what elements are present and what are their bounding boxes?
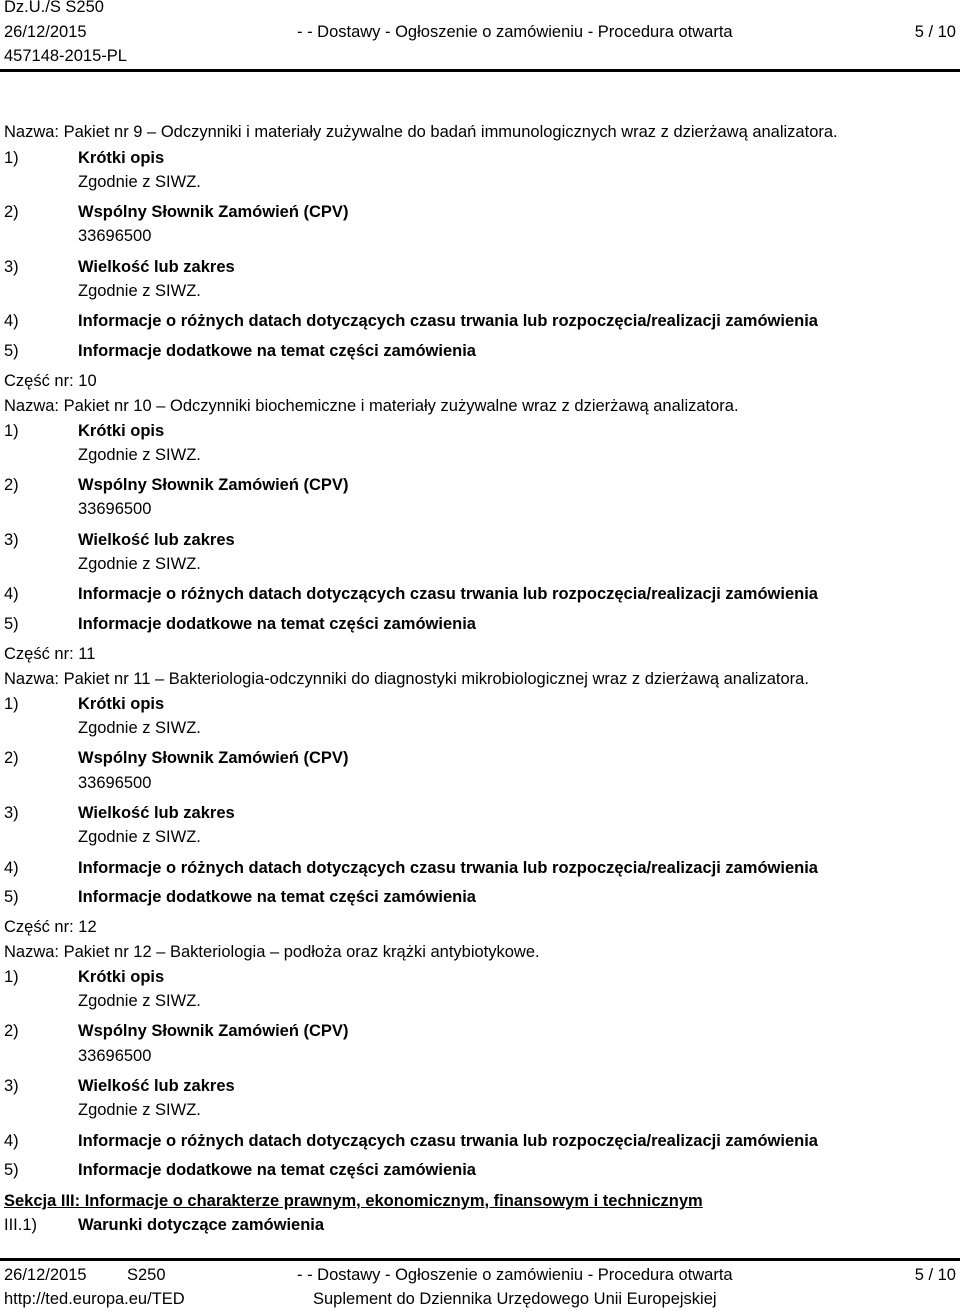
dates-heading: Informacje o różnych datach dotyczących czasu trwania lub rozpoczęcia/realizacji zamówienia [78,585,818,603]
scope-heading: Wielkość lub zakres [78,1077,235,1095]
item-number: 3) [4,531,19,549]
footer-series: S250 [127,1266,166,1284]
cpv-heading: Wspólny Słownik Zamówień (CPV) [78,1022,349,1040]
item-number: 5) [4,615,19,633]
header-date: 26/12/2015 [4,23,87,41]
short-description-value: Zgodnie z SIWZ. [78,446,201,464]
lot-name: Nazwa: Pakiet nr 11 – Bakteriologia-odczynniki do diagnostyki mikrobiologicznej wraz z dzierżawą analizatora. [4,670,809,688]
header-page-number: 5 / 10 [914,23,956,41]
short-description-heading: Krótki opis [78,422,165,440]
additional-info-heading: Informacje dodatkowe na temat części zamówienia [78,1161,476,1179]
item-number: 1) [4,422,19,440]
item-number: 1) [4,695,19,713]
lot-name: Nazwa: Pakiet nr 9 – Odczynniki i materiały zużywalne do badań immunologicznych wraz z dzierżawą analizatora. [4,123,838,141]
item-number: 5) [4,342,19,360]
item-number: 5) [4,888,19,906]
scope-heading: Wielkość lub zakres [78,258,235,276]
scope-value: Zgodnie z SIWZ. [78,282,201,300]
short-description-value: Zgodnie z SIWZ. [78,992,201,1010]
dates-heading: Informacje o różnych datach dotyczących czasu trwania lub rozpoczęcia/realizacji zamówienia [78,859,818,877]
section-heading: Sekcja III: Informacje o charakterze prawnym, ekonomicznym, finansowym i technicznym [4,1192,703,1210]
lot-name: Nazwa: Pakiet nr 10 – Odczynniki biochemiczne i materiały zużywalne wraz z dzierżawą analizatora. [4,397,739,415]
item-number: 1) [4,968,19,986]
cpv-code: 33696500 [78,1047,152,1065]
short-description-value: Zgodnie z SIWZ. [78,719,201,737]
notice-id: 457148-2015-PL [4,47,127,65]
item-number: 4) [4,1132,19,1150]
dates-heading: Informacje o różnych datach dotyczących czasu trwania lub rozpoczęcia/realizacji zamówienia [78,312,818,330]
cpv-heading: Wspólny Słownik Zamówień (CPV) [78,203,349,221]
item-number: 3) [4,804,19,822]
item-number: 3) [4,258,19,276]
scope-heading: Wielkość lub zakres [78,531,235,549]
lot-name: Nazwa: Pakiet nr 12 – Bakteriologia – podłoża oraz krążki antybiotykowe. [4,943,540,961]
subsection-heading: Warunki dotyczące zamówienia [78,1216,325,1234]
scope-value: Zgodnie z SIWZ. [78,555,201,573]
footer-page-number: 5 / 10 [914,1266,956,1284]
item-number: 2) [4,476,19,494]
footer-divider [0,1258,960,1261]
header-title: - - Dostawy - Ogłoszenie o zamówieniu - Procedura otwarta [297,23,733,41]
item-number: 2) [4,1022,19,1040]
item-number: 4) [4,859,19,877]
scope-value: Zgodnie z SIWZ. [78,1101,201,1119]
footer-date: 26/12/2015 [4,1266,87,1284]
part-number: Część nr: 10 [4,372,97,390]
scope-heading: Wielkość lub zakres [78,804,235,822]
item-number: 4) [4,585,19,603]
cpv-heading: Wspólny Słownik Zamówień (CPV) [78,476,349,494]
short-description-value: Zgodnie z SIWZ. [78,173,201,191]
journal-ref: Dz.U./S S250 [4,0,104,16]
short-description-heading: Krótki opis [78,695,165,713]
footer-title: - - Dostawy - Ogłoszenie o zamówieniu - Procedura otwarta [297,1266,733,1284]
header-divider [0,69,960,72]
footer-url-link[interactable]: http://ted.europa.eu/TED [4,1290,185,1308]
item-number: 4) [4,312,19,330]
additional-info-heading: Informacje dodatkowe na temat części zamówienia [78,888,476,906]
short-description-heading: Krótki opis [78,149,165,167]
additional-info-heading: Informacje dodatkowe na temat części zamówienia [78,615,476,633]
cpv-heading: Wspólny Słownik Zamówień (CPV) [78,749,349,767]
short-description-heading: Krótki opis [78,968,165,986]
additional-info-heading: Informacje dodatkowe na temat części zamówienia [78,342,476,360]
cpv-code: 33696500 [78,227,152,245]
subsection-number: III.1) [4,1216,38,1234]
item-number: 1) [4,149,19,167]
dates-heading: Informacje o różnych datach dotyczących czasu trwania lub rozpoczęcia/realizacji zamówienia [78,1132,818,1150]
scope-value: Zgodnie z SIWZ. [78,828,201,846]
cpv-code: 33696500 [78,774,152,792]
cpv-code: 33696500 [78,500,152,518]
part-number: Część nr: 12 [4,918,97,936]
item-number: 5) [4,1161,19,1179]
item-number: 2) [4,203,19,221]
item-number: 3) [4,1077,19,1095]
item-number: 2) [4,749,19,767]
part-number: Część nr: 11 [4,645,96,663]
footer-supplement: Suplement do Dziennika Urzędowego Unii Europejskiej [313,1290,717,1308]
